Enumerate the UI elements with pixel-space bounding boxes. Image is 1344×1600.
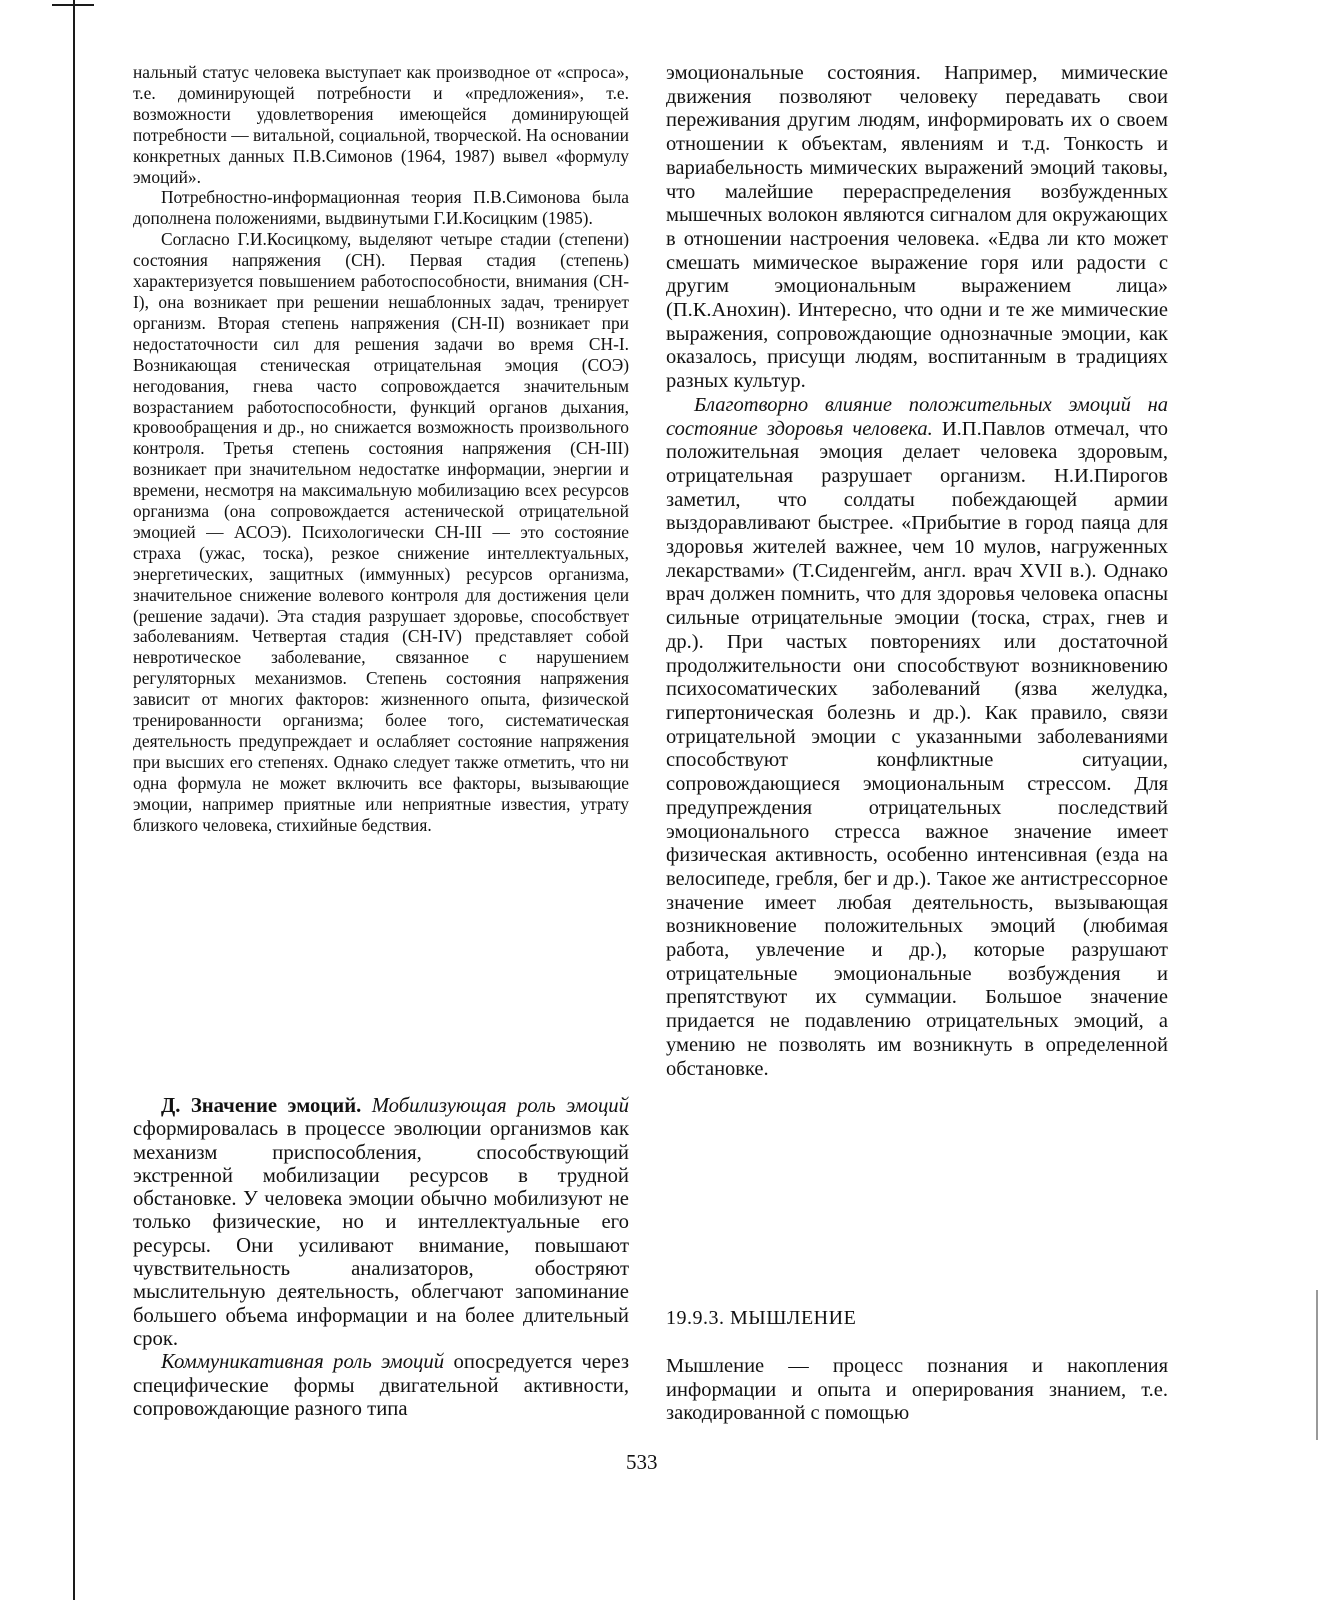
right-column (666, 62, 1168, 1081)
communicative-text: опосредуется через специфические формы двигательной активности, сопровождающие разного типа (133, 1351, 629, 1420)
scan-edge-right (1316, 1290, 1318, 1440)
communicative-italic: Коммуникативная роль эмоций (161, 1351, 445, 1374)
right-paragraph-1: эмоциональные состояния. Например, мимические движения позволяют человеку передавать свои переживания другим людям, информировать их о своем отношении к объектам, явлениям и т.д. Тонкость и вариабельность мимических выражений эмоций таковы, что малейшие перераспределения возбужденных мышечных волокон являются сигналом для окружающих в отношении настроения человека. «Едва ли кто может смешать мимическое выражение горя или радости с другим эмоциональным выражением лица» (П.К.Анохин). Интересно, что одни и те же мимические выражения, сопровождающие однозначные эмоции, как оказалось, присущи людям, воспитанным в традициях разных культур. (666, 62, 1168, 393)
left-column (133, 62, 629, 836)
left-paragraph-1: нальный статус человека выступает как производное от «спроса», т.е. доминирующей потребности и «предложения», т.е. возможности удовлетворения имеющейся доминирующей потребности — витальной, социальной, творческой. На основании конкретных данных П.В.Симонов (1964, 1987) вывел «формулу эмоций». (133, 62, 629, 187)
scan-edge-line (73, 0, 75, 1600)
section-d-text: сформировалась в процессе эволюции организмов как механизм приспособления, способствующий экстренной мобилизации ресурсов в трудной обстановке. У человека эмоции обычно мобилизуют не только физические, но и интеллектуальные его ресурсы. Они усиливают внимание, повышают чувствительность анализаторов, обостряют мыслительную деятельность, облегчают запоминание большего объема информации и на более длительный срок. (133, 1118, 629, 1350)
thinking-paragraph: Мышление — процесс познания и накопления информации и опыта и оперирования знанием, т.е. закодированной с помощью (666, 1355, 1168, 1425)
right-paragraph-2 (666, 394, 1168, 1081)
section-heading: 19.9.3. МЫШЛЕНИЕ (666, 1307, 857, 1329)
section-d-italic: Мобилизующая роль эмоций (371, 1095, 629, 1117)
health-italic: Благотворно влияние положительных эмоций на состояние здоровья человека. (666, 393, 1168, 440)
page-number: 533 (626, 1450, 658, 1474)
right-column-thinking (666, 1355, 1168, 1426)
scan-edge-tick (52, 4, 94, 6)
health-text: И.П.Павлов отмечал, что положительная эмоция делает человека здоровым, отрицательная разрушает организм. Н.И.Пирогов заметил, что солдаты побеждающей армии выздоравливают быстрее. «Прибытие в город паяца для здоровья жителей важнее, чем 10 мулов, нагруженных лекарствами» (Т.Сиденгейм, англ. врач XVII в.). Однако врач должен помнить, что для здоровья человека опасны сильные отрицательные эмоции (тоска, страх, гнев и др.). При частых повторениях или достаточной продолжительности они способствуют возникновению психосоматических заболеваний (язва желудка, гипертоническая болезнь и др.). Как правило, связи отрицательной эмоции с указанными заболеваниями способствуют конфликтные ситуации, сопровождающиеся эмоциональным стрессом. Для предупреждения отрицательных последствий эмоционального стресса важное значение имеет физическая активность, особенно интенсивная (езда на велосипеде, гребля, бег и др.). Такое же антистрессорное значение имеет любая деятельность, вызывающая возникновение положительных эмоций (любимая работа, увлечение и др.), которые разрушают отрицательные эмоциональные возбуждения и препятствуют их суммации. Большое значение придается не подавлению отрицательных эмоций, а умению не позволять им возникнуть в определенной обстановке. (666, 417, 1168, 1080)
left-paragraph-3: Согласно Г.И.Косицкому, выделяют четыре стадии (степени) состояния напряжения (СН). Первая стадия (степень) характеризуется повышением работоспособности, внимания (СН-I), она возникает при решении нешаблонных задач, тренирует организм. Вторая степень напряжения (СН-II) возникает при недостаточности сил для решения задачи во время СН-I. Возникающая стеническая отрицательная эмоция (СОЭ) негодования, гнева часто сопровождается значительным возрастанием работоспособности, функций органов дыхания, кровообращения и др., но снижается возможность произвольного контроля. Третья степень состояния напряжения (СН-III) возникает при значительном недостатке информации, энергии и времени, несмотря на максимальную мобилизацию всех ресурсов организма (она сопровождается астенической отрицательной эмоцией — АСОЭ). Психологически СН-III — это состояние страха (ужас, тоска), резкое снижение интеллектуальных, энергетических, защитных (иммунных) ресурсов организма, значительное снижение волевого контроля для достижения цели (решение задачи). Эта стадия разрушает здоровье, способствует заболеваниям. Четвертая стадия (СН-IV) представляет собой невротическое заболевание, связанное с нарушением регуляторных механизмов. Степень состояния напряжения зависит от многих факторов: жизненного опыта, физической тренированности организма; более того, систематическая деятельность предупреждает и ослабляет состояние напряжения при высших его степенях. Однако следует также отметить, что ни одна формула не может включить все факторы, вызывающие эмоции, например приятные или неприятные известия, утрату близкого человека, стихийные бедствия. (133, 229, 629, 835)
section-d-paragraph (133, 1095, 629, 1351)
section-d-title: Д. Значение эмоций. (161, 1095, 362, 1117)
communicative-paragraph (133, 1351, 629, 1421)
left-paragraph-2: Потребностно-информационная теория П.В.Симонова была дополнена положениями, выдвинутыми Г.И.Косицким (1985). (133, 187, 629, 229)
left-column-section-d (133, 1095, 629, 1421)
